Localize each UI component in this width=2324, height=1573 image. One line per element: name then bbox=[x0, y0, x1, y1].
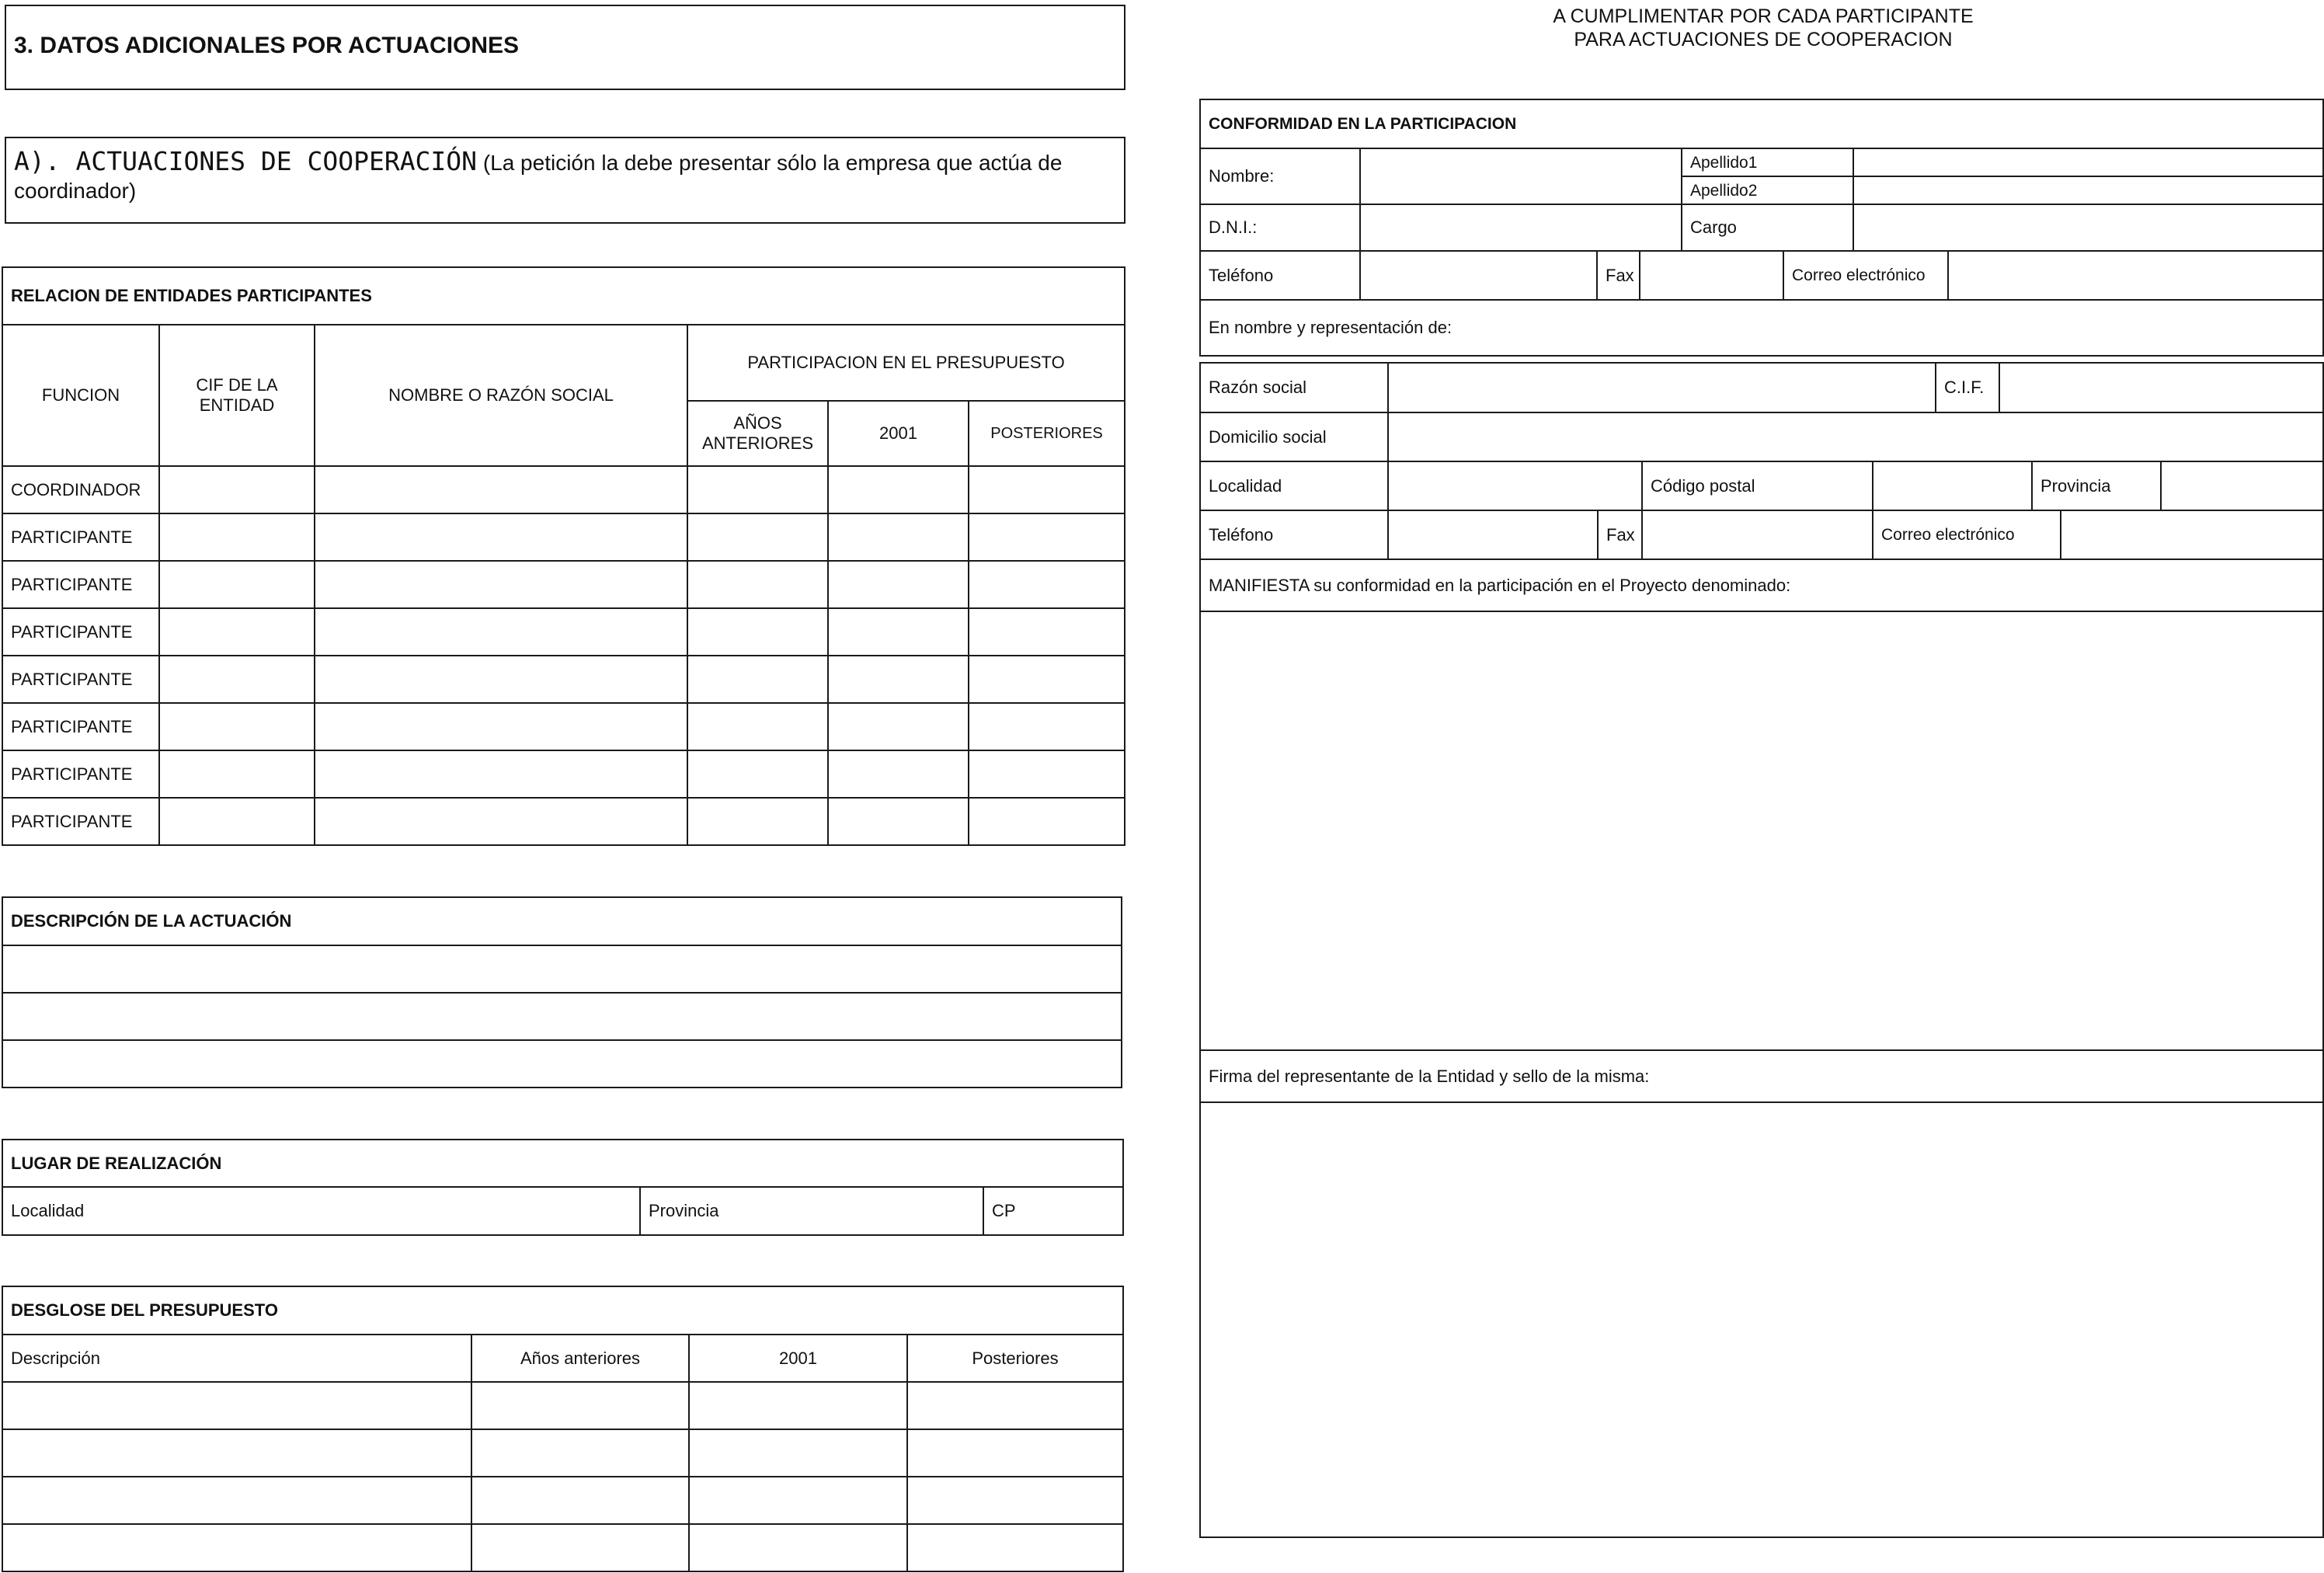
nombre-field[interactable] bbox=[1360, 148, 1682, 204]
cp-field[interactable]: CP bbox=[983, 1187, 1123, 1235]
razon-social-field[interactable] bbox=[1388, 363, 1936, 412]
telefono2-field[interactable] bbox=[1388, 510, 1598, 559]
col-funcion: FUNCION bbox=[2, 325, 159, 466]
table-row bbox=[2, 656, 1125, 703]
en-nombre-label: En nombre y representación de: bbox=[1200, 300, 2323, 356]
fax2-field[interactable] bbox=[1642, 510, 1873, 559]
col-participacion: PARTICIPACION EN EL PRESUPUESTO bbox=[687, 325, 1125, 401]
y2001-cell[interactable] bbox=[828, 656, 969, 703]
subsection-header bbox=[5, 137, 1125, 224]
localidad-field[interactable] bbox=[1388, 461, 1642, 510]
descripcion-line[interactable] bbox=[2, 993, 1122, 1040]
cargo-field[interactable] bbox=[1853, 204, 2323, 251]
cif-group bbox=[1936, 363, 2323, 412]
anteriores-cell[interactable] bbox=[687, 750, 828, 798]
table-row bbox=[2, 1524, 1123, 1571]
col-posteriores: POSTERIORES bbox=[969, 401, 1125, 466]
table-row bbox=[2, 608, 1125, 656]
cif-field[interactable] bbox=[2000, 364, 2322, 412]
entities-table bbox=[2, 266, 1125, 846]
nombre-cell[interactable] bbox=[315, 608, 687, 656]
localidad-label: Localidad bbox=[1200, 461, 1388, 510]
desglose-cell[interactable] bbox=[2, 1524, 471, 1571]
row-funcion: PARTICIPANTE bbox=[2, 561, 159, 608]
posteriores-cell[interactable] bbox=[969, 656, 1125, 703]
desglose-cell[interactable] bbox=[2, 1429, 471, 1477]
proyecto-field[interactable] bbox=[1200, 611, 2323, 1050]
desglose-cell[interactable] bbox=[689, 1477, 907, 1524]
cif-cell[interactable] bbox=[159, 750, 315, 798]
anteriores-cell[interactable] bbox=[687, 608, 828, 656]
y2001-cell[interactable] bbox=[828, 798, 969, 845]
table-row bbox=[2, 561, 1125, 608]
right-header-line2: PARA ACTUACIONES DE COOPERACION bbox=[1574, 29, 1953, 50]
row-funcion: PARTICIPANTE bbox=[2, 608, 159, 656]
anteriores-cell[interactable] bbox=[687, 513, 828, 561]
cp-provincia-group bbox=[1873, 461, 2323, 510]
desglose-cell[interactable] bbox=[689, 1524, 907, 1571]
posteriores-cell[interactable] bbox=[969, 608, 1125, 656]
codigo-postal-label: Código postal bbox=[1642, 461, 1873, 510]
cif-cell[interactable] bbox=[159, 513, 315, 561]
nombre-cell[interactable] bbox=[315, 798, 687, 845]
domicilio-field[interactable] bbox=[1388, 412, 2323, 461]
row-funcion: PARTICIPANTE bbox=[2, 513, 159, 561]
firma-field[interactable] bbox=[1200, 1102, 2323, 1537]
posteriores-cell[interactable] bbox=[969, 798, 1125, 845]
table-row bbox=[2, 703, 1125, 750]
dni-label: D.N.I.: bbox=[1200, 204, 1360, 251]
col-2001: 2001 bbox=[828, 401, 969, 466]
entities-title: RELACION DE ENTIDADES PARTICIPANTES bbox=[2, 267, 1125, 325]
right-header-line1: A CUMPLIMENTAR POR CADA PARTICIPANTE bbox=[1553, 5, 1974, 27]
table-row bbox=[2, 513, 1125, 561]
descripcion-line[interactable] bbox=[2, 945, 1122, 993]
desglose-cell[interactable] bbox=[907, 1477, 1123, 1524]
nombre-cell[interactable] bbox=[315, 656, 687, 703]
fax-field[interactable] bbox=[1640, 251, 1783, 300]
correo-label: Correo electrónico bbox=[1783, 251, 1948, 300]
localidad-field[interactable]: Localidad bbox=[2, 1187, 640, 1235]
provincia-field[interactable] bbox=[2162, 462, 2322, 510]
anteriores-cell[interactable] bbox=[687, 798, 828, 845]
desglose-cell[interactable] bbox=[471, 1524, 689, 1571]
correo2-label: Correo electrónico bbox=[1873, 510, 2061, 559]
table-row bbox=[2, 750, 1125, 798]
cif-cell[interactable] bbox=[159, 608, 315, 656]
nombre-cell[interactable] bbox=[315, 703, 687, 750]
firma-label: Firma del representante de la Entidad y sello de la misma: bbox=[1200, 1050, 2323, 1102]
nombre-cell[interactable] bbox=[315, 750, 687, 798]
provincia-field[interactable]: Provincia bbox=[640, 1187, 983, 1235]
desglose-col-anteriores: Años anteriores bbox=[471, 1335, 689, 1382]
col-anteriores: AÑOS ANTERIORES bbox=[687, 401, 828, 466]
nombre-cell[interactable] bbox=[315, 466, 687, 513]
nombre-label: Nombre: bbox=[1200, 148, 1360, 204]
y2001-cell[interactable] bbox=[828, 466, 969, 513]
cif-cell[interactable] bbox=[159, 466, 315, 513]
anteriores-cell[interactable] bbox=[687, 561, 828, 608]
cif-label: C.I.F. bbox=[1936, 364, 2000, 412]
telefono-label: Teléfono bbox=[1200, 251, 1360, 300]
cif-cell[interactable] bbox=[159, 656, 315, 703]
desglose-cell[interactable] bbox=[907, 1524, 1123, 1571]
manifiesta-label: MANIFIESTA su conformidad en la participación en el Proyecto denominado: bbox=[1200, 559, 2323, 611]
desglose-table bbox=[2, 1286, 1124, 1572]
desglose-cell[interactable] bbox=[907, 1429, 1123, 1477]
fax-label: Fax bbox=[1597, 251, 1640, 300]
y2001-cell[interactable] bbox=[828, 608, 969, 656]
telefono2-label: Teléfono bbox=[1200, 510, 1388, 559]
y2001-cell[interactable] bbox=[828, 703, 969, 750]
codigo-postal-field[interactable] bbox=[1873, 462, 2033, 510]
anteriores-cell[interactable] bbox=[687, 656, 828, 703]
row-funcion: COORDINADOR bbox=[2, 466, 159, 513]
desglose-cell[interactable] bbox=[907, 1382, 1123, 1429]
provincia-label: Provincia bbox=[2033, 462, 2162, 510]
cif-cell[interactable] bbox=[159, 561, 315, 608]
desglose-title: DESGLOSE DEL PRESUPUESTO bbox=[2, 1286, 1123, 1335]
y2001-cell[interactable] bbox=[828, 513, 969, 561]
row-funcion: PARTICIPANTE bbox=[2, 656, 159, 703]
correo-field[interactable] bbox=[1948, 251, 2323, 300]
table-row bbox=[2, 1429, 1123, 1477]
apellido2-field[interactable] bbox=[1853, 176, 2323, 204]
nombre-cell[interactable] bbox=[315, 561, 687, 608]
posteriores-cell[interactable] bbox=[969, 466, 1125, 513]
nombre-cell[interactable] bbox=[315, 513, 687, 561]
subsection-label: A). ACTUACIONES DE COOPERACIÓN bbox=[14, 146, 478, 176]
row-funcion: PARTICIPANTE bbox=[2, 750, 159, 798]
lugar-table bbox=[2, 1139, 1124, 1236]
y2001-cell[interactable] bbox=[828, 750, 969, 798]
cif-cell[interactable] bbox=[159, 798, 315, 845]
row-funcion: PARTICIPANTE bbox=[2, 703, 159, 750]
y2001-cell[interactable] bbox=[828, 561, 969, 608]
right-header bbox=[1200, 5, 2324, 51]
desglose-col-posteriores: Posteriores bbox=[907, 1335, 1123, 1382]
razon-social-label: Razón social bbox=[1200, 363, 1388, 412]
correo2-field[interactable] bbox=[2061, 510, 2323, 559]
apellido1-field[interactable] bbox=[1853, 148, 2323, 176]
desglose-cell[interactable] bbox=[471, 1382, 689, 1429]
table-row bbox=[2, 466, 1125, 513]
desglose-cell[interactable] bbox=[689, 1429, 907, 1477]
row-funcion: PARTICIPANTE bbox=[2, 798, 159, 845]
col-cif: CIF DE LA ENTIDAD bbox=[159, 325, 315, 466]
conformidad-table bbox=[1199, 99, 2324, 357]
domicilio-label: Domicilio social bbox=[1200, 412, 1388, 461]
posteriores-cell[interactable] bbox=[969, 561, 1125, 608]
dni-field[interactable] bbox=[1360, 204, 1682, 251]
apellido1-label: Apellido1 bbox=[1682, 148, 1853, 176]
section-header bbox=[5, 5, 1125, 90]
posteriores-cell[interactable] bbox=[969, 750, 1125, 798]
section-title: 3. DATOS ADICIONALES POR ACTUACIONES bbox=[14, 33, 520, 58]
subsection-text bbox=[14, 148, 1113, 205]
conformidad-title: CONFORMIDAD EN LA PARTICIPACION bbox=[1200, 99, 2323, 148]
desglose-cell[interactable] bbox=[2, 1477, 471, 1524]
desglose-col-descripcion: Descripción bbox=[2, 1335, 471, 1382]
table-row bbox=[2, 1477, 1123, 1524]
apellido2-label: Apellido2 bbox=[1682, 176, 1853, 204]
entidad-table bbox=[1199, 362, 2324, 1538]
desglose-cell[interactable] bbox=[471, 1477, 689, 1524]
anteriores-cell[interactable] bbox=[687, 703, 828, 750]
table-row bbox=[2, 798, 1125, 845]
cargo-label: Cargo bbox=[1682, 204, 1853, 251]
desglose-cell[interactable] bbox=[2, 1382, 471, 1429]
posteriores-cell[interactable] bbox=[969, 513, 1125, 561]
table-row bbox=[2, 1382, 1123, 1429]
fax2-label: Fax bbox=[1598, 510, 1642, 559]
desglose-cell[interactable] bbox=[471, 1429, 689, 1477]
cif-cell[interactable] bbox=[159, 703, 315, 750]
subsection-note: (La petición la debe presentar sólo la empresa que actúa de coordinador) bbox=[14, 151, 1063, 203]
descripcion-line[interactable] bbox=[2, 1040, 1122, 1088]
col-nombre: NOMBRE O RAZÓN SOCIAL bbox=[315, 325, 687, 466]
telefono-field[interactable] bbox=[1360, 251, 1597, 300]
descripcion-table bbox=[2, 896, 1122, 1088]
posteriores-cell[interactable] bbox=[969, 703, 1125, 750]
lugar-title: LUGAR DE REALIZACIÓN bbox=[2, 1140, 1123, 1187]
descripcion-title: DESCRIPCIÓN DE LA ACTUACIÓN bbox=[2, 897, 1122, 945]
desglose-col-2001: 2001 bbox=[689, 1335, 907, 1382]
desglose-cell[interactable] bbox=[689, 1382, 907, 1429]
anteriores-cell[interactable] bbox=[687, 466, 828, 513]
